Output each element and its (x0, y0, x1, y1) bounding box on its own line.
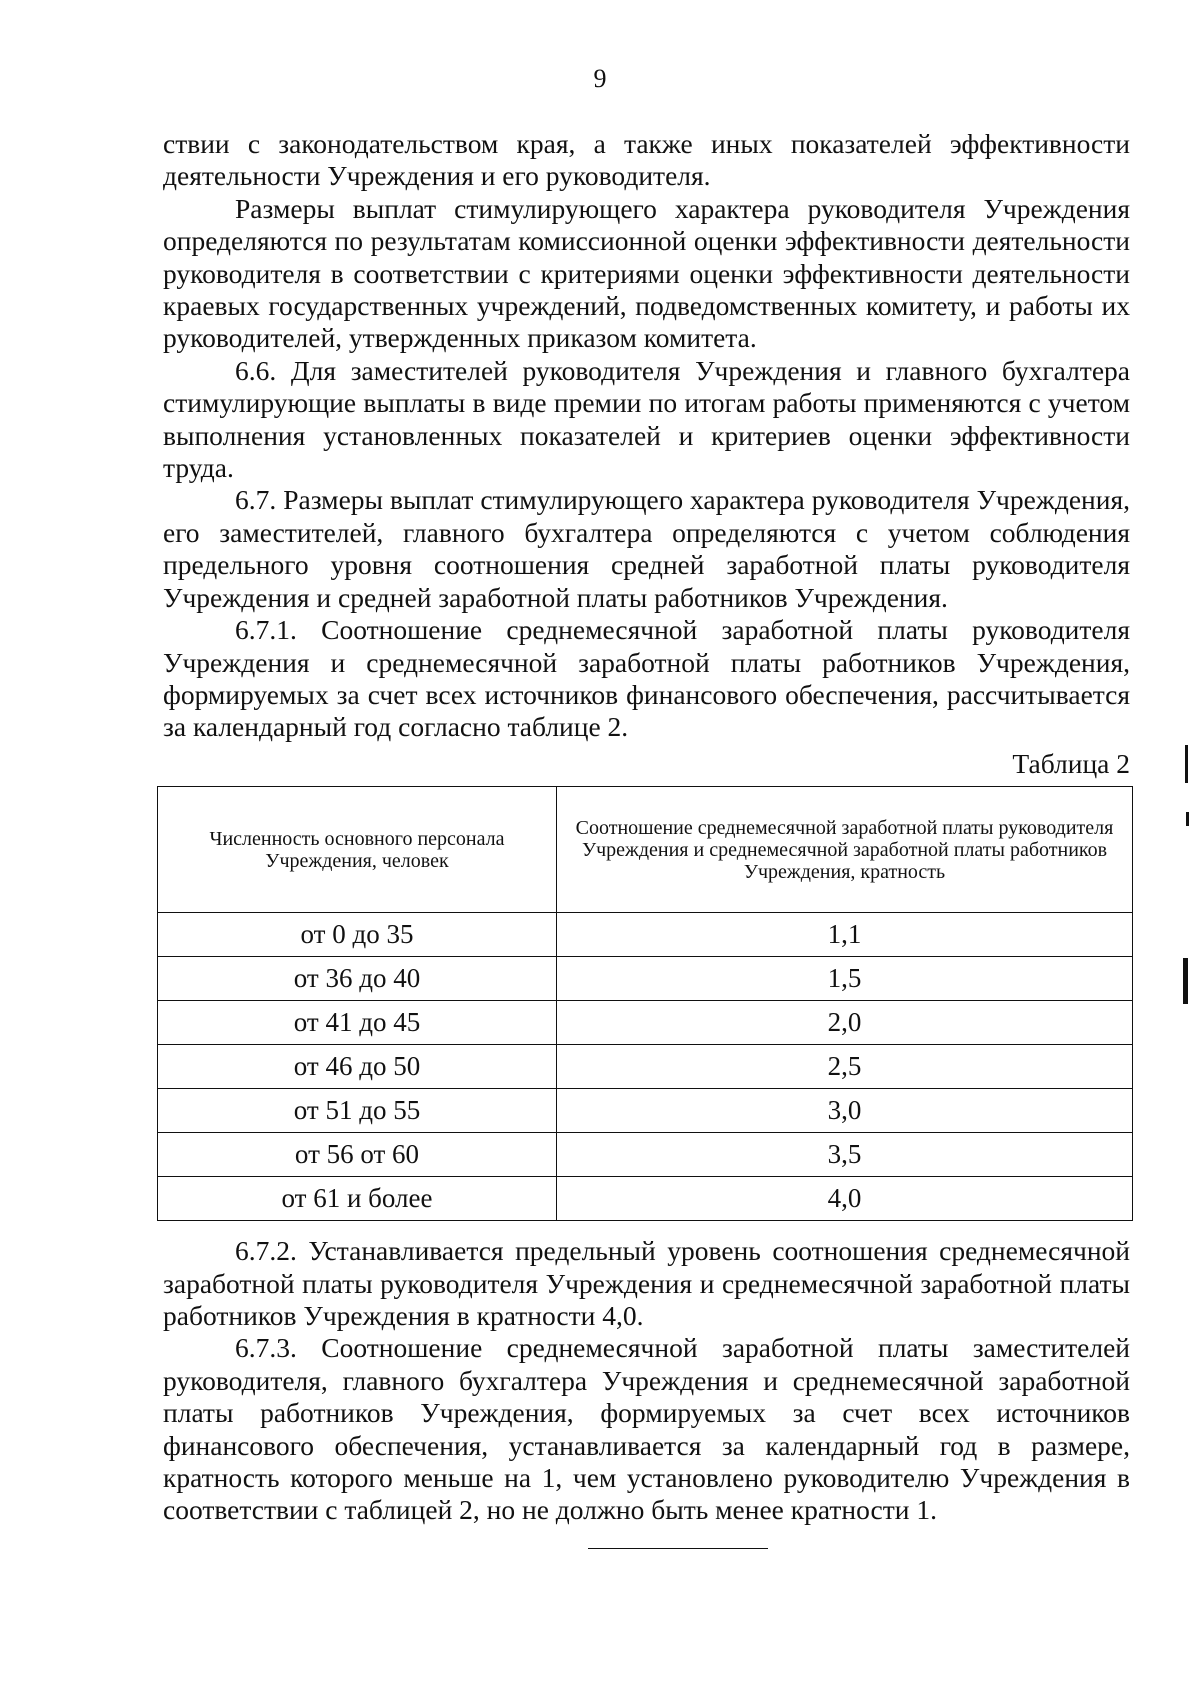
cell-ratio-value: 2,0 (557, 1001, 1133, 1045)
paragraph: 6.6. Для заместителей руководителя Учреждения и главного бухгалтера стимулирующие выплаты в виде премии по итогам работы применяются с учетом выполнения установленных показателей и критериев оценки эффективности труда. (163, 354, 1130, 484)
paragraph: Размеры выплат стимулирующего характера руководителя Учреждения определяются по результатам комиссионной оценки эффективности деятельности руководителя в соответствии с критериями оценки эффективности деятельности краевых государственных учреждений, подведомственных комитету, и работы их руководителей, утвержденных приказом комитета. (163, 192, 1130, 354)
table-row (158, 957, 1133, 1001)
cell-ratio-value: 4,0 (557, 1177, 1133, 1221)
paragraph: 6.7. Размеры выплат стимулирующего характера руководителя Учреждения, его заместителей, главного бухгалтера определяются с учетом соблюдения предельного уровня соотношения средней заработной платы руководителя Учреждения и средней заработной платы работников Учреждения. (163, 484, 1130, 613)
header-salary-ratio: Соотношение среднемесячной заработной платы руководителя Учреждения и среднемесячной заработной платы работников Учреждения, кратность (557, 787, 1133, 913)
scan-mark (1185, 745, 1188, 783)
paragraph: 6.7.3. Соотношение среднемесячной заработной платы заместителей руководителя, главного бухгалтера Учреждения и среднемесячной заработной платы работников Учреждения, формируемых за счет всех источников финансового обеспечения, устанавливается за календарный год в размере, кратность которого меньше на 1, чем установлено руководителю Учреждения в соответствии с таблицей 2, но не должно быть менее кратности 1. (163, 1332, 1130, 1526)
paragraph: 6.7.2. Устанавливается предельный уровень соотношения среднемесячной заработной платы руководителя Учреждения и среднемесячной заработной платы работников Учреждения в кратности 4,0. (163, 1235, 1130, 1331)
cell-staff-range: от 51 до 55 (158, 1089, 557, 1133)
table-row (158, 1177, 1133, 1221)
cell-staff-range: от 41 до 45 (158, 1001, 557, 1045)
end-separator-line (588, 1548, 768, 1549)
table-body (158, 913, 1133, 1221)
cell-staff-range: от 61 и более (158, 1177, 557, 1221)
table-row (158, 913, 1133, 957)
cell-staff-range: от 46 до 50 (158, 1045, 557, 1089)
page-number: 9 (593, 64, 607, 93)
cell-ratio-value: 1,1 (557, 913, 1133, 957)
cell-staff-range: от 36 до 40 (158, 957, 557, 1001)
cell-staff-range: от 56 от 60 (158, 1133, 557, 1177)
cell-ratio-value: 2,5 (557, 1045, 1133, 1089)
table-row (158, 1045, 1133, 1089)
paragraphs-before-table (163, 128, 1130, 744)
cell-ratio-value: 3,5 (557, 1133, 1133, 1177)
paragraph: ствии с законодательством края, а также иных показателей эффективности деятельности Учреждения и его руководителя. (163, 128, 1130, 192)
scan-mark (1183, 958, 1188, 1004)
table-row (158, 1133, 1133, 1177)
cell-ratio-value: 1,5 (557, 957, 1133, 1001)
ratio-table (157, 786, 1133, 1221)
scan-mark (1186, 812, 1189, 826)
table-row (158, 1001, 1133, 1045)
table-row (158, 1089, 1133, 1133)
document-body (163, 128, 1130, 1527)
table-header-row (158, 787, 1133, 913)
paragraphs-after-table (163, 1235, 1130, 1527)
table-caption: Таблица 2 (1012, 747, 1130, 779)
cell-staff-range: от 0 до 35 (158, 913, 557, 957)
cell-ratio-value: 3,0 (557, 1089, 1133, 1133)
header-staff-count: Численность основного персонала Учреждения, человек (158, 787, 557, 913)
paragraph: 6.7.1. Соотношение среднемесячной заработной платы руководителя Учреждения и среднемесячной заработной платы работников Учреждения, формируемых за счет всех источников финансового обеспечения, рассчитывается за календарный год согласно таблице 2. (163, 614, 1130, 743)
